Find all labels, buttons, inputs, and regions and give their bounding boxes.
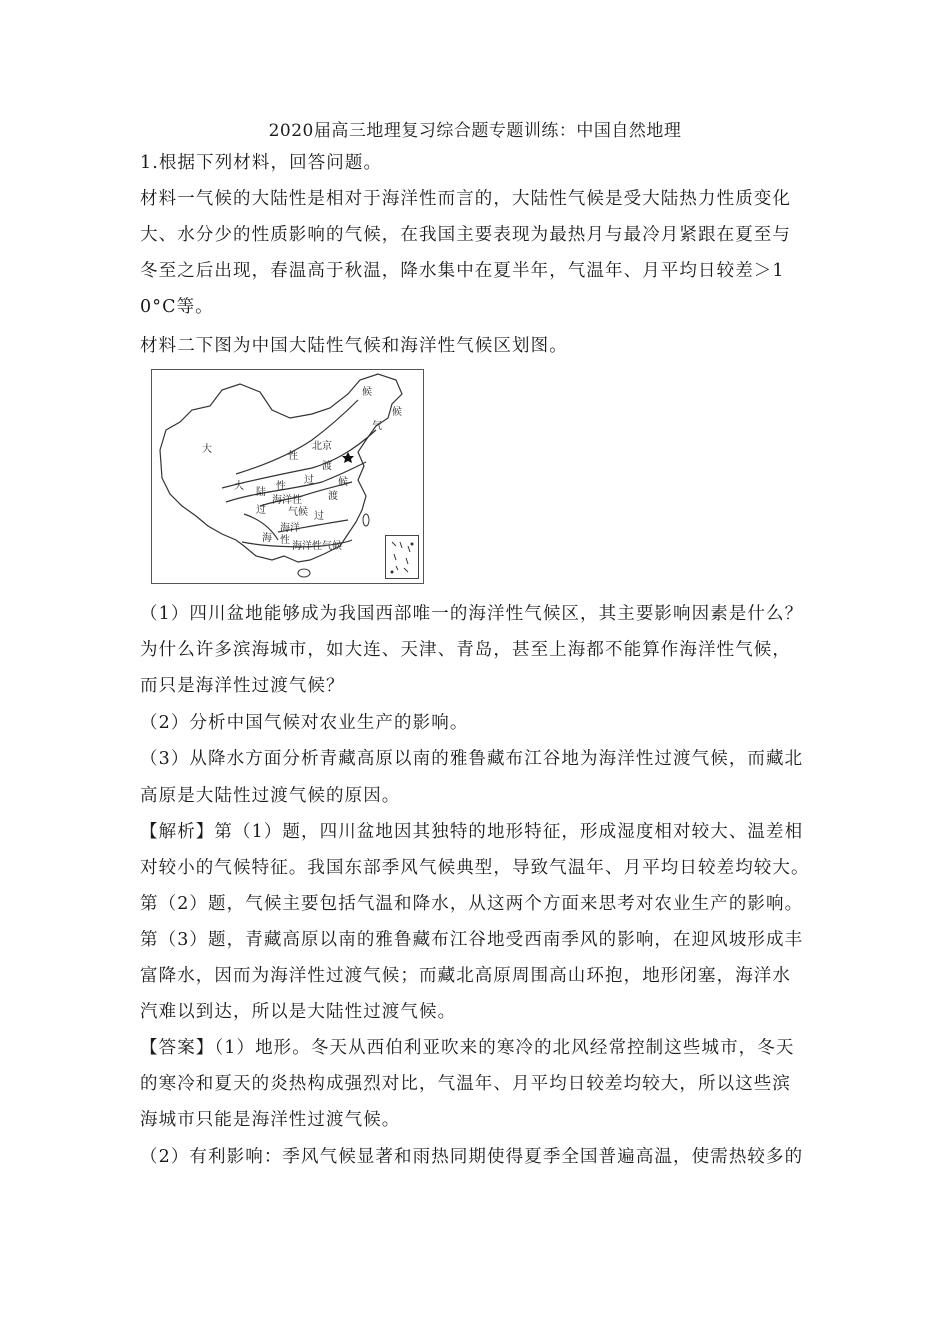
document-title: 2020届高三地理复习综合题专题训练：中国自然地理 — [268, 121, 682, 141]
map-label-hai-2: 海 — [262, 533, 272, 544]
map-label-xing: 性 — [288, 451, 298, 462]
map-label-qi: 气 — [372, 421, 382, 432]
map-label-continental: 大 — [202, 444, 212, 455]
analysis-line-6: 汽难以到达，所以是大陆性过渡气候。 — [140, 1002, 457, 1022]
map-label-yang: 洋 — [290, 523, 300, 534]
material-one-line-2: 大、水分少的性质影响的气候，在我国主要表现为最热月与最冷月紧跟在夏至与 — [140, 225, 791, 245]
map-label-da: 大 — [234, 481, 244, 492]
map-label-xing-2: 性 — [276, 481, 286, 492]
map-label-lu: 陆 — [256, 487, 266, 498]
map-label-beijing: 北京 — [312, 441, 332, 452]
map-label-hou-1: 候 — [362, 387, 372, 398]
subquestion-3-line-2: 高原是大陆性过渡气候的原因。 — [140, 786, 401, 806]
subquestion-1-line-1: （1）四川盆地能够成为我国西部唯一的海洋性气候区，其主要影响因素是什么？ — [140, 604, 804, 624]
analysis-line-2: 对较小的气候特征。我国东部季风气候典型，导致气温年、月平均日较差均较大。 — [140, 858, 810, 878]
map-label-du: 渡 — [322, 461, 332, 472]
subquestion-1-line-3: 而只是海洋性过渡气候？ — [140, 676, 345, 696]
analysis-line-3: 第（2）题，气候主要包括气温和降水，从这两个方面来思考对农业生产的影响。 — [140, 894, 804, 914]
subquestion-2: （2）分析中国气候对农业生产的影响。 — [140, 713, 469, 733]
map-label-hou-2: 候 — [392, 407, 402, 418]
map-label-oceanic: 海洋性 — [272, 495, 302, 506]
analysis-line-1: 【解析】第（1）题，四川盆地因其独特的地形特征，形成湿度相对较大、温差相 — [140, 822, 804, 842]
question-number: 1.根据下列材料，回答问题。 — [140, 153, 383, 173]
material-two-line: 材料二下图为中国大陆性气候和海洋性气候区划图。 — [140, 336, 568, 356]
material-one-line-1: 材料一气候的大陆性是相对于海洋性而言的，大陆性气候是受大陆热力性质变化 — [140, 189, 791, 209]
map-label-oceanic-climate: 海洋性气候 — [292, 541, 342, 552]
answer-line-2: 的寒冷和夏天的炎热构成强烈对比，气温年、月平均日较差均较大，所以这些滨 — [140, 1074, 791, 1094]
map-label-climate: 气候 — [288, 507, 308, 518]
map-label-du-2: 渡 — [328, 491, 338, 502]
inset-islands-figure — [386, 536, 418, 578]
analysis-line-4: 第（3）题，青藏高原以南的雅鲁藏布江谷地受西南季风的影响，在迎风坡形成丰 — [140, 930, 804, 950]
map-label-guo-3: 过 — [256, 505, 266, 516]
china-outline-figure — [152, 370, 423, 583]
material-one-line-3: 冬至之后出现，春温高于秋温，降水集中在夏半年，气温年、月平均日较差＞1 — [140, 261, 785, 281]
analysis-line-5: 富降水，因而为海洋性过渡气候；而藏北高原周围高山环抱，地形闭塞，海洋水 — [140, 966, 791, 986]
material-one-line-4: 0°C等。 — [140, 297, 214, 317]
south-china-sea-inset — [385, 535, 419, 579]
climate-zone-map — [151, 369, 424, 584]
answer-line-3: 海城市只能是海洋性过渡气候。 — [140, 1110, 401, 1130]
subquestion-1-line-2: 为什么许多滨海城市，如大连、天津、青岛，甚至上海都不能算作海洋性气候， — [140, 640, 791, 660]
map-label-hou-3: 候 — [338, 477, 348, 488]
answer-line-4: （2）有利影响：季风气候显著和雨热同期使得夏季全国普遍高温，使需热较多的 — [140, 1147, 804, 1167]
map-label-hai: 海 — [280, 523, 290, 534]
map-label-guo: 过 — [304, 475, 314, 486]
map-label-guo-2: 过 — [314, 511, 324, 522]
answer-line-1: 【答案】（1）地形。冬天从西伯利亚吹来的寒冷的北风经常控制这些城市，冬天 — [140, 1038, 795, 1058]
map-label-xing-3: 性 — [280, 535, 290, 546]
subquestion-3-line-1: （3）从降水方面分析青藏高原以南的雅鲁藏布江谷地为海洋性过渡气候，而藏北 — [140, 749, 804, 769]
